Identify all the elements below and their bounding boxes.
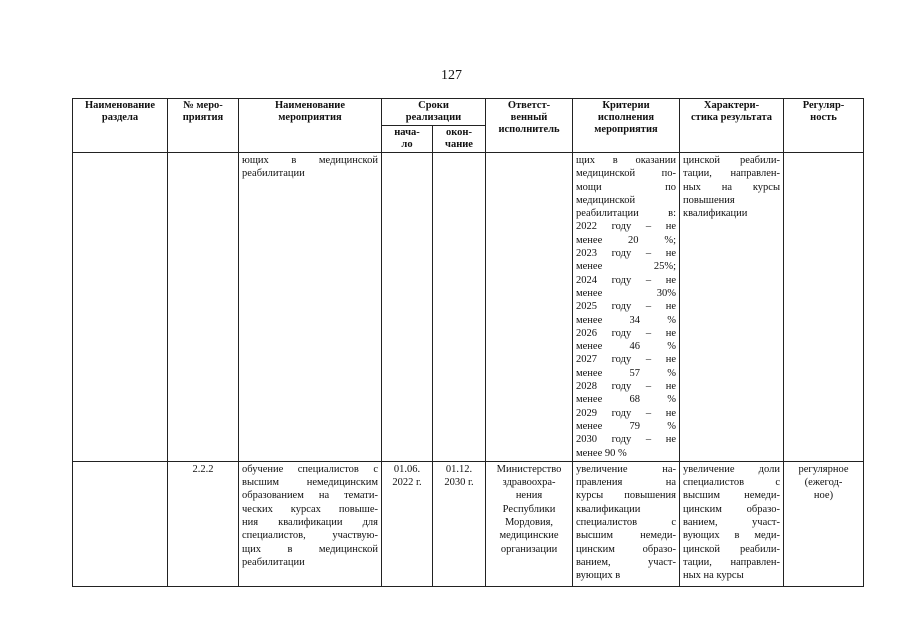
cell-section-name <box>73 461 168 586</box>
cell-event-name <box>239 461 382 586</box>
text-line: тации, направлен- <box>683 168 780 180</box>
text-line: чание <box>445 139 473 150</box>
text-line: менее 79 % <box>576 420 676 432</box>
text-line: курсы повышения <box>576 490 676 502</box>
text-line: 2022 г. <box>392 477 422 489</box>
text-line: Сроки <box>418 100 449 111</box>
cell-event-number: 2.2.2 <box>168 461 239 586</box>
text-line: реабилитации <box>242 168 305 180</box>
cell-start <box>382 461 433 586</box>
text-line: реабилитации в: <box>576 208 676 220</box>
text-line: раздела <box>101 112 139 123</box>
text-line: квалификации <box>683 208 748 220</box>
header-event-number <box>168 99 239 153</box>
text-line: 01.12. <box>445 463 473 475</box>
cell-section-name <box>73 153 168 462</box>
text-line: вующих в меди- <box>683 530 780 542</box>
text-line: приятия <box>182 112 224 123</box>
text-line: ных на курсы <box>683 181 780 193</box>
events-table <box>72 98 864 587</box>
text-line: ное) <box>813 490 834 502</box>
text-line: 2024 году – не <box>576 274 676 286</box>
text-line: 2028 году – не <box>576 381 676 393</box>
text-line: № меро- <box>183 100 223 111</box>
header-result <box>680 99 784 153</box>
cell-criteria <box>573 461 680 586</box>
text-line: здравоохра- <box>502 477 556 489</box>
header-start <box>382 126 433 153</box>
text-line: ность <box>810 112 837 123</box>
header-executor <box>486 99 573 153</box>
header-regularity <box>784 99 864 153</box>
text-line: ческих курсах повыше- <box>242 503 378 515</box>
text-line: медицинские <box>499 530 559 542</box>
header-event-name <box>239 99 382 153</box>
text-line: менее 34 % <box>576 314 676 326</box>
text-line: нача- <box>394 127 420 138</box>
text-line: ния квалификации для <box>242 517 378 529</box>
cell-end <box>433 461 486 586</box>
text-line: менее 46 % <box>576 341 676 353</box>
text-line: 2022 году – не <box>576 221 676 233</box>
text-line: Наименование <box>85 100 155 111</box>
cell-event-name <box>239 153 382 462</box>
text-line: (ежегод- <box>804 477 843 489</box>
cell-executor <box>486 461 573 586</box>
cell-criteria <box>573 153 680 462</box>
text-line: менее 20 %; <box>576 234 676 246</box>
text-line: специалистов с <box>683 477 780 489</box>
header-section-name <box>73 99 168 153</box>
text-line: менее 90 % <box>576 447 627 459</box>
cell-regularity <box>784 461 864 586</box>
text-line: правления на <box>576 477 676 489</box>
text-line: увеличение доли <box>683 463 780 475</box>
cell-regularity <box>784 153 864 462</box>
text-line: реализации <box>405 112 462 123</box>
text-line: менее 68 % <box>576 394 676 406</box>
text-line: цинским образо- <box>683 503 780 515</box>
text-line: обучение специалистов с <box>242 463 378 475</box>
header-terms <box>382 99 486 126</box>
header-end <box>433 126 486 153</box>
text-line: мощи по <box>576 181 676 193</box>
text-line: 2029 году – не <box>576 407 676 419</box>
text-line: стика результата <box>691 112 772 123</box>
text-line: 2026 году – не <box>576 327 676 339</box>
text-line: щих в медицинской <box>242 543 378 555</box>
text-line: Характери- <box>703 100 760 111</box>
text-line: Ответст- <box>507 100 551 111</box>
cell-start <box>382 153 433 462</box>
text-line: организации <box>500 543 558 555</box>
text-line: 2030 г. <box>444 477 474 489</box>
page-number: 127 <box>441 68 462 83</box>
text-line: реабилитации <box>242 556 305 568</box>
text-line: ло <box>401 139 413 150</box>
text-line: исполнитель <box>498 124 560 135</box>
text-line: высшим немеди- <box>683 490 780 502</box>
text-line: ных на курсы <box>683 570 744 582</box>
text-line: менее 25%; <box>576 261 676 273</box>
text-line: 01.06. <box>393 463 421 475</box>
text-line: щих в оказании <box>576 155 676 166</box>
text-line: специалистов с <box>576 517 676 529</box>
text-line: 2030 году – не <box>576 434 676 446</box>
table-row-continuation <box>73 153 864 462</box>
text-line: 2025 году – не <box>576 301 676 313</box>
cell-result <box>680 153 784 462</box>
text-line: 2023 году – не <box>576 248 676 260</box>
text-line: цинской реабили- <box>683 543 780 555</box>
text-line: Республики <box>502 503 556 515</box>
text-line: ющих в медицинской <box>242 155 378 166</box>
text-line: регулярное <box>798 463 849 475</box>
text-line: высшим немедицинским <box>242 477 378 489</box>
text-line: Критерии <box>602 100 650 111</box>
text-line: исполнения <box>597 112 655 123</box>
text-line: мероприятия <box>594 124 658 135</box>
text-line: повышения <box>683 194 735 206</box>
table-row-2-2-2 <box>73 461 864 586</box>
text-line: менее 30% <box>576 287 676 299</box>
cell-executor <box>486 153 573 462</box>
header-criteria <box>573 99 680 153</box>
text-line: высшим немеди- <box>576 530 676 542</box>
text-line: менее 57 % <box>576 367 676 379</box>
text-line: Мордовия, <box>504 517 554 529</box>
text-line: 2027 году – не <box>576 354 676 366</box>
text-line: увеличение на- <box>576 463 676 475</box>
text-line: специалистов, участвую- <box>242 530 378 542</box>
text-line: квалификации <box>576 503 641 515</box>
text-line: образованием на темати- <box>242 490 378 502</box>
cell-result <box>680 461 784 586</box>
text-line: цинским образо- <box>576 543 676 555</box>
cell-end <box>433 153 486 462</box>
text-line: медицинской по- <box>576 168 676 180</box>
text-line: цинской реабили- <box>683 155 780 166</box>
text-line: тации, направлен- <box>683 556 780 568</box>
header-row-1 <box>73 99 864 126</box>
text-line: ванием, участ- <box>683 517 780 529</box>
text-line: мероприятия <box>278 112 342 123</box>
text-line: вующих в <box>576 570 621 582</box>
text-line: медицинской <box>576 194 636 206</box>
text-line: ванием, участ- <box>576 556 676 568</box>
text-line: Регуляр- <box>802 100 845 111</box>
text-line: Наименование <box>275 100 345 111</box>
text-line: нения <box>515 490 543 502</box>
text-line: окон- <box>446 127 472 138</box>
cell-event-number <box>168 153 239 462</box>
text-line: венный <box>510 112 548 123</box>
text-line: Министерство <box>496 463 562 475</box>
